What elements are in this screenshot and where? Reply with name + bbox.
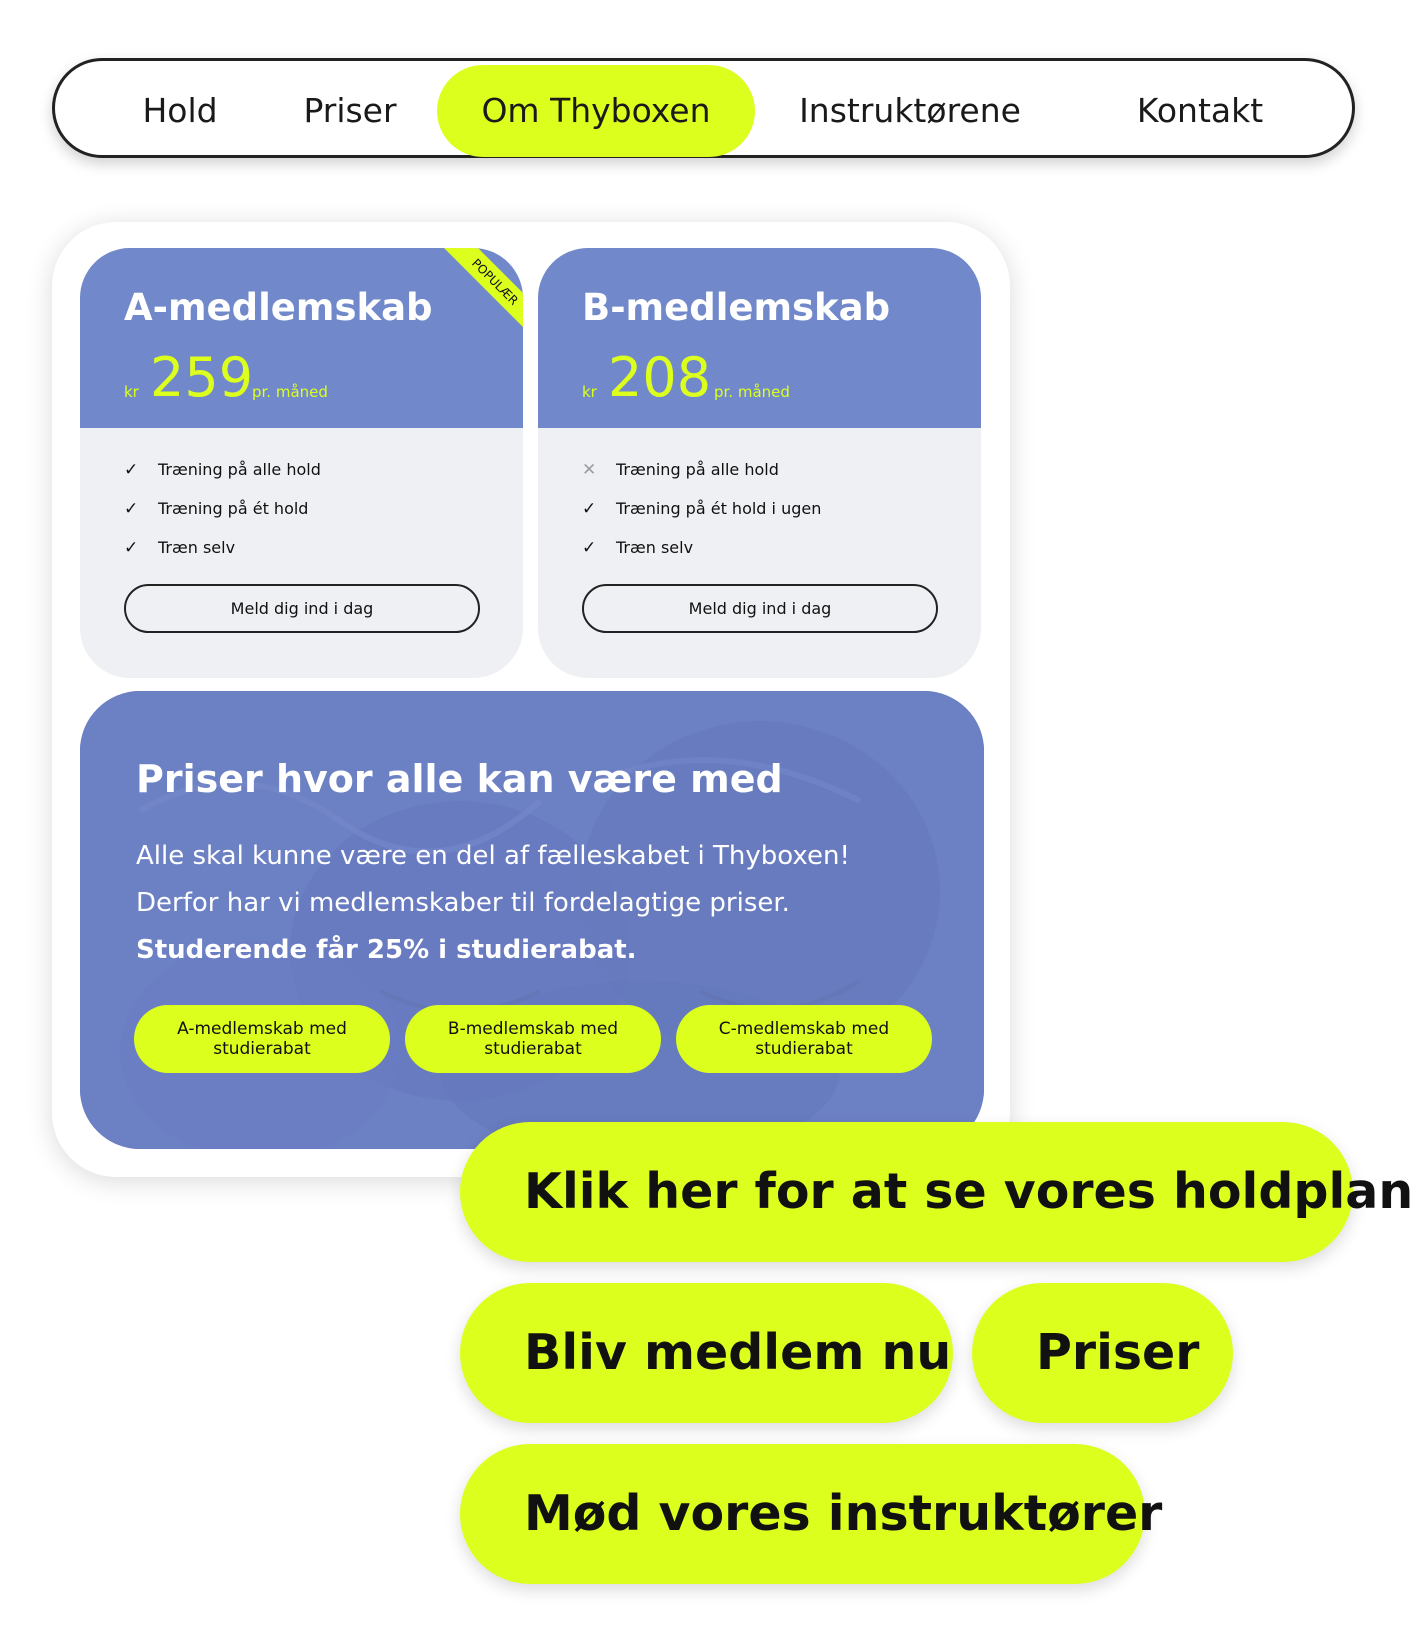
card-header bbox=[80, 248, 523, 428]
banner-body-bold: Studerende får 25% i studierabat. bbox=[136, 935, 637, 965]
membership-card-b bbox=[538, 248, 981, 678]
student-discount-banner bbox=[80, 691, 984, 1149]
join-button-b[interactable]: Meld dig ind i dag bbox=[582, 584, 938, 633]
feature-item bbox=[124, 460, 321, 480]
feature-label: Træning på ét hold bbox=[158, 499, 309, 518]
main-navigation bbox=[52, 58, 1355, 158]
feature-item bbox=[582, 499, 821, 519]
price-amount: 208 bbox=[608, 346, 712, 409]
check-icon: ✓ bbox=[124, 538, 139, 558]
nav-item-instruktorene[interactable]: Instruktørene bbox=[799, 91, 1021, 130]
prices-button[interactable]: Priser bbox=[972, 1283, 1233, 1423]
banner-text bbox=[136, 833, 936, 974]
banner-body: Alle skal kunne være en del af fælleskabet i Thyboxen! Derfor har vi medlemskaber til fordelagtige priser. bbox=[136, 841, 850, 918]
feature-item bbox=[124, 499, 308, 519]
nav-item-kontakt[interactable]: Kontakt bbox=[1136, 91, 1264, 130]
feature-item bbox=[124, 538, 235, 558]
price-currency: kr bbox=[582, 383, 597, 401]
price-currency: kr bbox=[124, 383, 139, 401]
price-amount: 259 bbox=[150, 346, 254, 409]
membership-card-a bbox=[80, 248, 523, 678]
check-icon: ✓ bbox=[124, 499, 139, 519]
feature-label: Træning på ét hold i ugen bbox=[616, 499, 822, 518]
feature-label: Træning på alle hold bbox=[158, 460, 321, 479]
meet-instructors-button[interactable]: Mød vores instruktører bbox=[460, 1444, 1145, 1584]
feature-item bbox=[582, 538, 693, 558]
become-member-button[interactable]: Bliv medlem nu bbox=[460, 1283, 953, 1423]
nav-item-om-thyboxen[interactable]: Om Thyboxen bbox=[437, 65, 755, 157]
feature-label: Træning på alle hold bbox=[616, 460, 779, 479]
card-header bbox=[538, 248, 981, 428]
feature-label: Træn selv bbox=[158, 538, 236, 557]
price-period: pr. måned bbox=[252, 383, 328, 401]
nav-item-priser[interactable]: Priser bbox=[303, 91, 397, 130]
card-title: B-medlemskab bbox=[582, 286, 891, 329]
card-title: A-medlemskab bbox=[124, 286, 433, 329]
holdplan-button[interactable]: Klik her for at se vores holdplan bbox=[460, 1122, 1353, 1262]
check-icon: ✓ bbox=[124, 460, 139, 480]
nav-item-hold[interactable]: Hold bbox=[142, 91, 218, 130]
a-student-discount-button[interactable]: A-medlemskab med studierabat bbox=[134, 1005, 390, 1073]
check-icon: ✓ bbox=[582, 538, 597, 558]
feature-item bbox=[582, 460, 779, 480]
b-student-discount-button[interactable]: B-medlemskab med studierabat bbox=[405, 1005, 661, 1073]
price-period: pr. måned bbox=[714, 383, 790, 401]
banner-title: Priser hvor alle kan være med bbox=[136, 757, 783, 801]
check-icon: ✓ bbox=[582, 499, 597, 519]
cross-icon: ✕ bbox=[582, 460, 597, 480]
c-student-discount-button[interactable]: C-medlemskab med studierabat bbox=[676, 1005, 932, 1073]
feature-label: Træn selv bbox=[616, 538, 694, 557]
popular-ribbon: POPULÆR bbox=[426, 248, 523, 351]
join-button-a[interactable]: Meld dig ind i dag bbox=[124, 584, 480, 633]
